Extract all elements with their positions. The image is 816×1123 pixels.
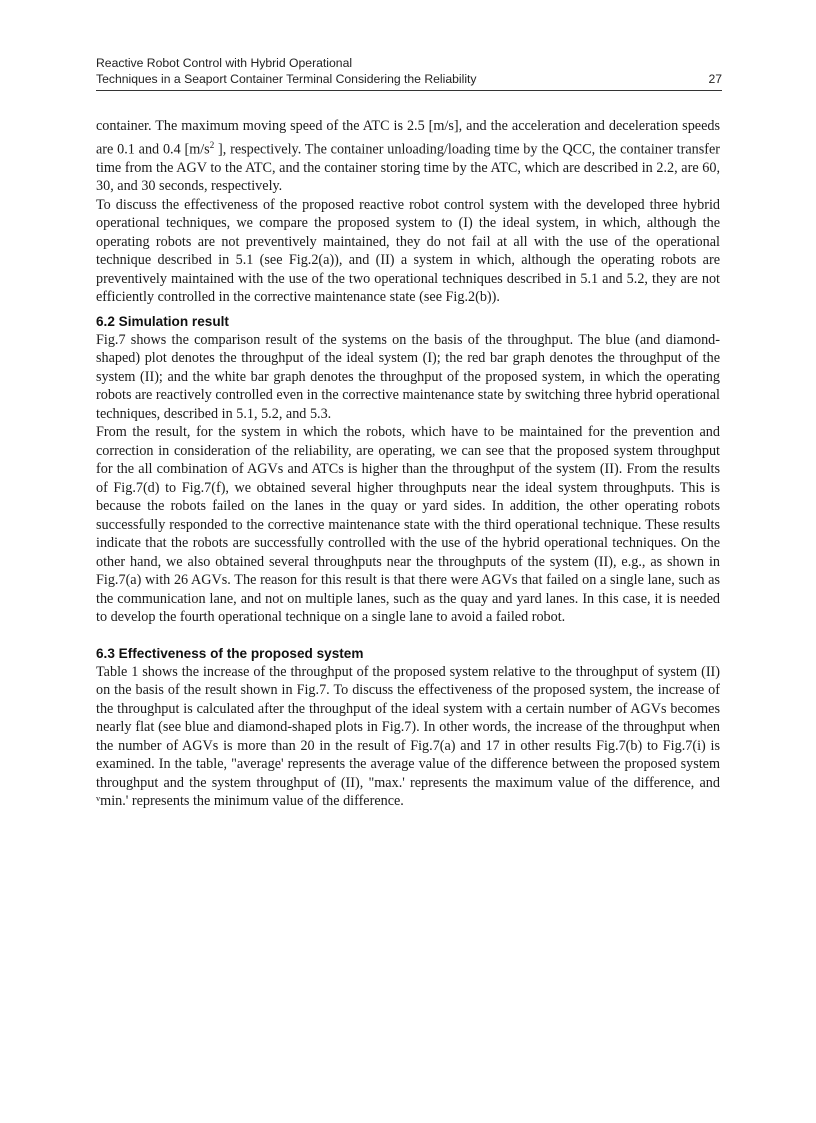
paragraph-comparison-systems: To discuss the effectiveness of the proposed reactive robot control system with the developed three hybrid operational techniques, we compare the proposed system to (I) the ideal system, in which, although the operating robots are not preventively maintained, they do not fail at all with the use of the operational technique described in 5.1 (see Fig.2(a)), and (II) a system in which, although the operating robots are preventively maintained with the use of the two operational techniques described in 5.1 and 5.2, they are not efficiently controlled in the corrective maintenance state (see Fig.2(b)).: [96, 196, 720, 306]
section-heading-6-3: 6.3 Effectiveness of the proposed system: [96, 645, 364, 661]
paragraph-result-discussion: From the result, for the system in which the robots, which have to be maintained for the prevention and correction in consideration of the reliability, are operating, we can see that the proposed system throughput for the all combination of AGVs and ATCs is higher than the throughput of the system (II). From the results of Fig.7(d) to Fig.7(f), we obtained several higher throughputs near the ideal system throughputs. This is because the robots failed on the lanes in the quay or yard sides. In addition, the other operating robots successfully responded to the corrective maintenance state with the third operational technique. These results indicate that the robots are successfully controlled with the use of the hybrid operational techniques. On the other hand, we also obtained several throughputs near the throughputs of the system (II), e.g., as shown in Fig.7(a) with 26 AGVs. The reason for this result is that there were AGVs that failed on a single lane, such as the communication lane, and not on multiple lanes, such as the quay and yard lanes. In this case, it is needed to develop the fourth operational technique on a single lane to avoid a failed robot.: [96, 424, 720, 626]
running-header: [96, 55, 722, 91]
paragraph-effectiveness: Table 1 shows the increase of the throughput of the proposed system relative to the throughput of system (II) on the basis of the result shown in Fig.7. To discuss the effectiveness of the proposed system, the increase of the throughput is calculated after the throughput of the ideal system with a certain number of AGVs becomes nearly flat (see blue and diamond-shaped plots in Fig.7). In other words, the increase of the throughput when the number of AGVs is more than 20 in the result of Fig.7(a) and 17 in other results Fig.7(b) to Fig.7(i) is examined. In the table, "average' represents the average value of the difference between the proposed system throughput and the system throughput of (II), "max.' represents the maximum value of the difference, and ᵛmin.' represents the minimum value of the difference.: [96, 663, 720, 810]
paragraph-text: container. The maximum moving speed of the ATC is 2.5 [m/s], and the acceleration and deceleration speeds are 0.1 and 0.4 [m/s: [96, 118, 720, 158]
superscript-2: 2: [209, 139, 215, 150]
paragraph-text: ], respectively. The container unloading/loading time by the QCC, the container transfer time from the AGV to the ATC, and the container storing time by the ATC, which are described in 2.2, are 60, 30, and 30 seconds, respectively.: [96, 141, 721, 195]
running-header-row-2: [96, 71, 722, 87]
running-title-line-1: Reactive Robot Control with Hybrid Operational: [96, 56, 353, 70]
running-title-line-2: Techniques in a Seaport Container Terminal Considering the Reliability: [96, 72, 477, 86]
page-number: 27: [708, 72, 722, 86]
section-heading-6-2: 6.2 Simulation result: [96, 313, 229, 329]
paragraph-simulation-conditions: [96, 117, 720, 196]
paragraph-fig7-description: Fig.7 shows the comparison result of the systems on the basis of the throughput. The blue (and diamond-shaped) plot denotes the throughput of the ideal system (I); the red bar graph denotes the throughput of the system (II); and the white bar graph denotes the throughput of the proposed system, in which the operating robots are reactively controlled even in the corrective maintenance state by switching three hybrid operational techniques, described in 5.1, 5.2, and 5.3.: [96, 331, 721, 422]
page-body: [96, 117, 720, 811]
